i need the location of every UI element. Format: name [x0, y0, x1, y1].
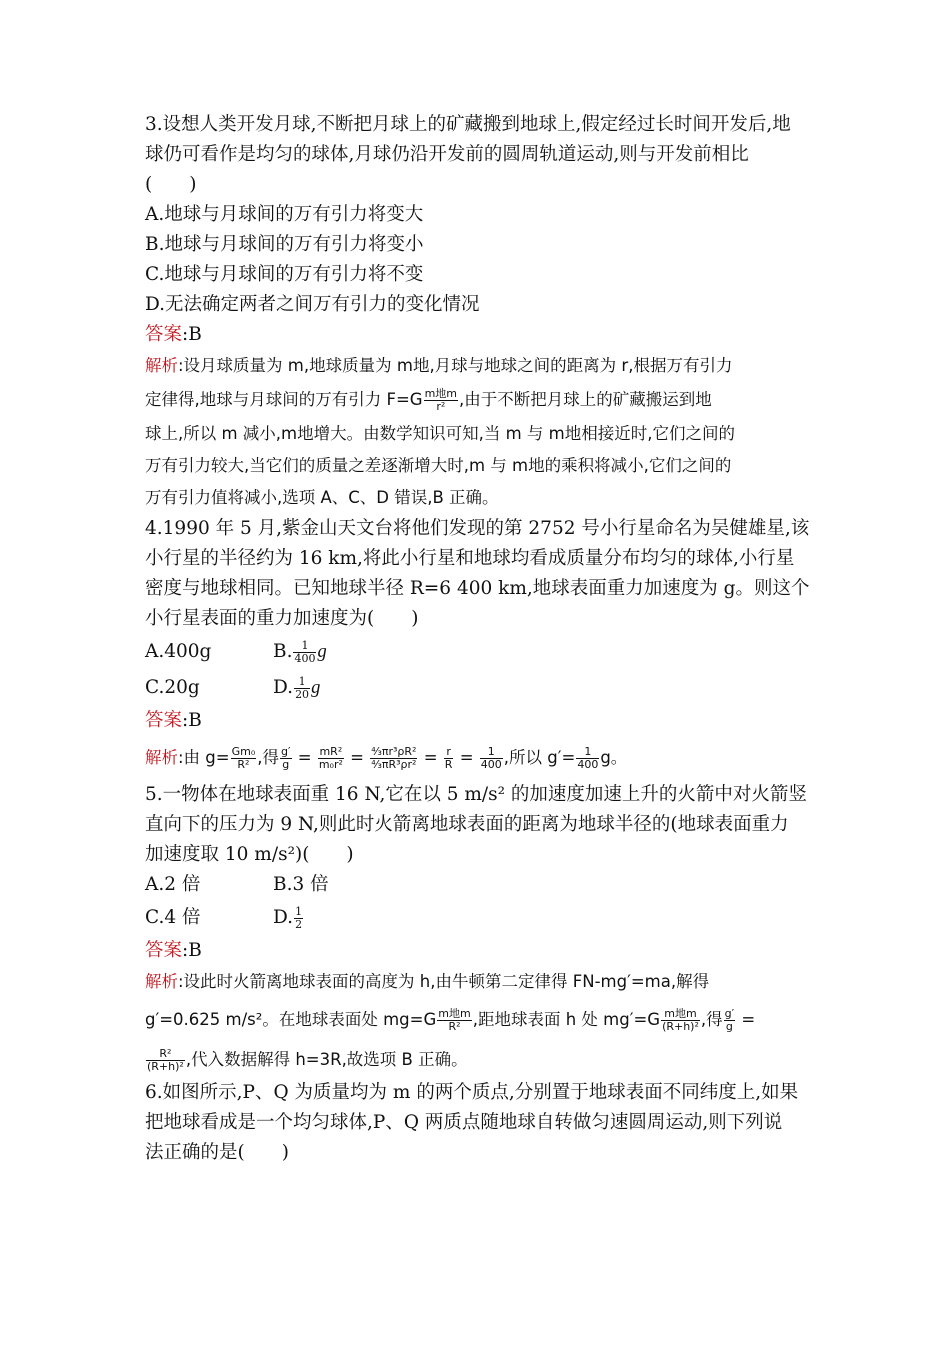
analysis-label: 解析	[145, 972, 178, 991]
q5-analysis-line-1: 解析:设此时火箭离地球表面的高度为 h,由牛顿第二定律得 FN-mg′=ma,解得	[145, 972, 710, 991]
q6-stem-line-1: 6.如图所示,P、Q 为质量均为 m 的两个质点,分别置于地球表面不同纬度上,如果	[145, 1082, 799, 1103]
q4-option-c: C.20g	[145, 677, 200, 698]
analysis-label: 解析	[145, 356, 178, 375]
answer-label: 答案	[145, 710, 183, 731]
q3-analysis-line-3: 球上,所以 m 减小,m地增大。由数学知识可知,当 m 与 m地相接近时,它们之间的	[145, 424, 735, 443]
q5-options-row-2	[145, 900, 810, 936]
q3-stem-line-1: 3.设想人类开发月球,不断把月球上的矿藏搬到地球上,假定经过长时间开发后,地	[145, 114, 791, 135]
q4-analysis-line-1: 解析:由 g= $\frac{\text{Gm₀}}{\text{R²}}$ ,得 $\frac{g'}{g}$ = $\frac{\text{mR²}}{\text{m₀r²}}$ = $\frac{\text{⁴⁄₃πr³ρR²}}{\text{⁴⁄₃πR³ρr²}}$ = $\frac{r}{R}$ = $\frac{1}{400}$ ,所以 g′= $\frac{1}{400}$ g。	[145, 745, 628, 771]
q4-answer	[145, 706, 810, 736]
q5-options-row-1	[145, 870, 810, 900]
q4-option-d: D. $\frac{1}{20}$ g	[273, 674, 321, 701]
q5-stem-line-1: 5.一物体在地球表面重 16 N,它在以 5 m/s² 的加速度加速上升的火箭中对火箭竖	[145, 784, 807, 805]
q5-analysis-line-3: $\frac{\text{R²}}{\text{(R+h)²}}$ ,代入数据解得 h=3R,故选项 B 正确。	[147, 1047, 468, 1073]
q3-analysis-line-1: 解析:设月球质量为 m,地球质量为 m地,月球与地球之间的距离为 r,根据万有引力	[145, 356, 733, 375]
q5-analysis-line-2: g′=0.625 m/s²。在地球表面处 mg=G $\frac{\text{m地m}}{\text{R²}}$ ,距地球表面 h 处 mg′=G $\frac{\text{m地m}}{\text{(R+h)²}}$ ,得 $\frac{g'}{g}$ =	[145, 1007, 756, 1033]
q6-stem-line-2: 把地球看成是一个均匀球体,P、Q 两质点随地球自转做匀速圆周运动,则下列说	[145, 1112, 783, 1133]
document-page	[145, 110, 810, 1168]
q3-option-b: B.地球与月球间的万有引力将变小	[145, 234, 424, 255]
q3-option-c: C.地球与月球间的万有引力将不变	[145, 264, 424, 285]
q5-option-c: C.4 倍	[145, 907, 201, 928]
q4-options-row-2	[145, 670, 810, 706]
answer-label: 答案	[145, 940, 183, 961]
q3-analysis-line-4: 万有引力较大,当它们的质量之差逐渐增大时,m 与 m地的乘积将减小,它们之间的	[145, 456, 732, 475]
q5-stem-line-3: 加速度取 10 m/s²)( )	[145, 844, 354, 865]
q4-option-a: A.400g	[145, 641, 212, 662]
answer-value: :B	[182, 940, 202, 961]
q3-answer-paren: ( )	[145, 174, 197, 195]
q5-stem-line-2: 直向下的压力为 9 N,则此时火箭离地球表面的距离为地球半径的(地球表面重力	[145, 814, 789, 835]
q3-stem-line-2: 球仍可看作是均匀的球体,月球仍沿开发前的圆周轨道运动,则与开发前相比	[145, 144, 749, 165]
analysis-label: 解析	[145, 748, 178, 767]
q3-option-d: D.无法确定两者之间万有引力的变化情况	[145, 294, 480, 315]
q4-stem-line-1: 4.1990 年 5 月,紫金山天文台将他们发现的第 2752 号小行星命名为吴健雄星,该	[145, 518, 810, 539]
q3-analysis-line-2: 定律得,地球与月球间的万有引力 F=G $\frac{\text{m地m}}{\text{r²}}$ ,由于不断把月球上的矿藏搬运到地	[145, 387, 712, 413]
q4-option-b: B. $\frac{1}{400}$ g	[273, 638, 327, 665]
q5-answer	[145, 936, 810, 966]
q5-option-a: A.2 倍	[145, 874, 201, 895]
q4-stem-line-3: 密度与地球相同。已知地球半径 R=6 400 km,地球表面重力加速度为 g。则这个	[145, 578, 810, 599]
q4-stem-line-4: 小行星表面的重力加速度为( )	[145, 608, 419, 629]
q5-option-d: D. $\frac{1}{2}$	[273, 904, 303, 931]
q3-analysis-line-5: 万有引力值将减小,选项 A、C、D 错误,B 正确。	[145, 488, 499, 507]
q3-answer	[145, 320, 810, 350]
q5-option-b: B.3 倍	[273, 874, 329, 895]
answer-value: :B	[182, 710, 202, 731]
answer-value: :B	[182, 324, 202, 345]
q3-option-a: A.地球与月球间的万有引力将变大	[145, 204, 424, 225]
answer-label: 答案	[145, 324, 183, 345]
q4-stem-line-2: 小行星的半径约为 16 km,将此小行星和地球均看成质量分布均匀的球体,小行星	[145, 548, 795, 569]
q4-options-row-1	[145, 634, 810, 670]
q6-stem-line-3: 法正确的是( )	[145, 1142, 289, 1163]
fraction: $\frac{\text{m地m}}{\text{r²}}$	[424, 387, 458, 413]
